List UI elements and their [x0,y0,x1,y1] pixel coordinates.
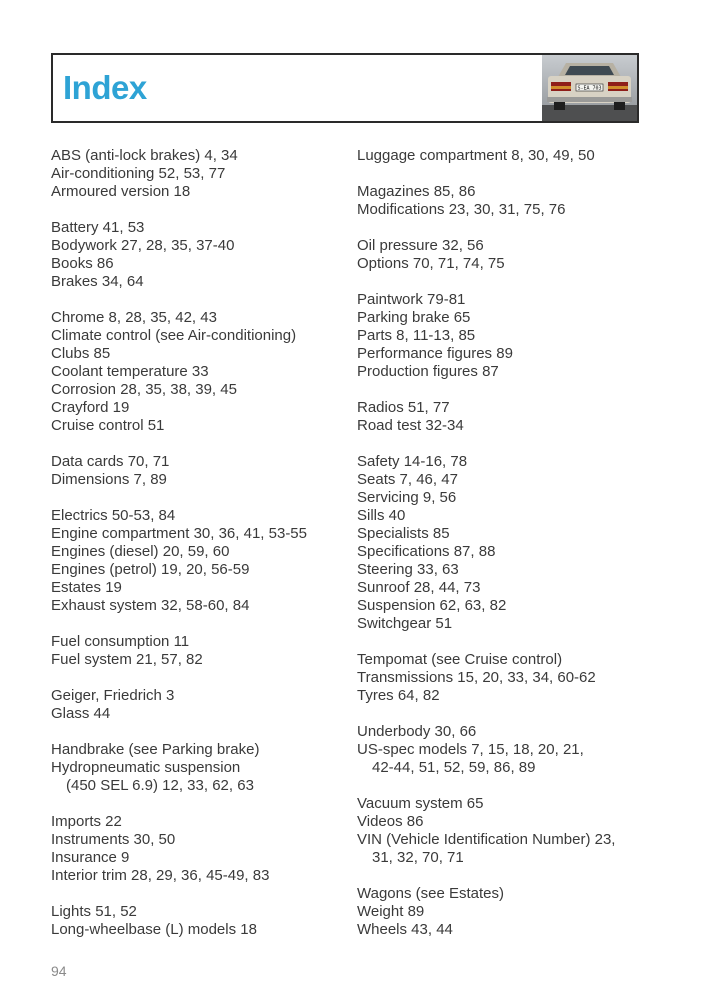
index-entry: Instruments 30, 50 [51,831,176,848]
index-entry: Engines (petrol) 19, 20, 56-59 [51,561,250,578]
index-entry: Dimensions 7, 89 [51,471,167,488]
index-header [51,53,639,123]
index-entry: Climate control (see Air-conditioning) [51,327,297,344]
index-entry: Suspension 62, 63, 82 [357,597,507,614]
index-entry: Parts 8, 11-13, 85 [357,327,476,344]
index-group-b [51,219,351,291]
index-group-a [51,147,351,201]
index-entry: Specifications 87, 88 [357,543,496,560]
index-entry: Servicing 9, 56 [357,489,457,506]
index-entry: Tyres 64, 82 [357,687,440,704]
index-group-l [51,903,351,939]
index-entry: Fuel system 21, 57, 82 [51,651,203,668]
index-entry: Performance figures 89 [357,345,513,362]
continuation-text: (450 SEL 6.9) 12, 33, 62, 63 [66,777,254,794]
index-entry: Tempomat (see Cruise control) [357,651,563,668]
index-entry: Modifications 23, 30, 31, 75, 76 [357,201,566,218]
index-entry: Electrics 50-53, 84 [51,507,176,524]
car-rear-photo [542,55,637,121]
index-entry: Battery 41, 53 [51,219,145,236]
index-entry: Transmissions 15, 20, 33, 34, 60-62 [357,669,596,686]
index-column-left [51,147,351,957]
index-entry: Production figures 87 [357,363,499,380]
index-entry: Seats 7, 46, 47 [357,471,458,488]
index-entry: Air-conditioning 52, 53, 77 [51,165,226,182]
index-entry-continuation [51,777,351,795]
index-entry: Hydropneumatic suspension [51,759,241,776]
index-group-h [51,741,351,795]
index-entry: Wheels 43, 44 [357,921,453,938]
index-entry: Clubs 85 [51,345,111,362]
index-entry: Engine compartment 30, 36, 41, 53-55 [51,525,307,542]
index-entry: Luggage compartment 8, 30, 49, 50 [357,147,595,164]
index-group-d [51,453,351,489]
index-entry: Sunroof 28, 44, 73 [357,579,481,596]
index-entry: Imports 22 [51,813,122,830]
index-entry: Specialists 85 [357,525,450,542]
index-entry: Sills 40 [357,507,406,524]
index-entry: Lights 51, 52 [51,903,137,920]
page-number: 94 [51,963,67,979]
continuation-text: 31, 32, 70, 71 [372,849,464,866]
index-group-r [357,399,657,435]
index-group-w [357,885,657,939]
index-entry: Corrosion 28, 35, 38, 39, 45 [51,381,237,398]
index-entry: Long-wheelbase (L) models 18 [51,921,257,938]
index-entry: Armoured version 18 [51,183,191,200]
index-entry: Handbrake (see Parking brake) [51,741,260,758]
index-group-s [357,453,657,633]
index-entry-continuation [357,759,657,777]
index-entry: Road test 32-34 [357,417,464,434]
index-entry: Books 86 [51,255,114,272]
index-entry: Interior trim 28, 29, 36, 45-49, 83 [51,867,270,884]
index-entry: Videos 86 [357,813,424,830]
index-entry: Steering 33, 63 [357,561,459,578]
index-entry: US-spec models 7, 15, 18, 20, 21, [357,741,584,758]
index-group-t [357,651,657,705]
index-group-v [357,795,657,867]
continuation-text: 42-44, 51, 52, 59, 86, 89 [372,759,536,776]
index-entry: Data cards 70, 71 [51,453,170,470]
index-column-right [357,147,657,957]
index-group-lu [357,147,657,165]
index-entry: Underbody 30, 66 [357,723,477,740]
index-entry: Engines (diesel) 20, 59, 60 [51,543,230,560]
index-entry: Fuel consumption 11 [51,633,190,650]
index-group-g [51,687,351,723]
index-group-c [51,309,351,435]
index-entry: Parking brake 65 [357,309,471,326]
index-group-o [357,237,657,273]
page-title: Index [63,69,147,106]
index-entry: Crayford 19 [51,399,130,416]
index-entry: Oil pressure 32, 56 [357,237,484,254]
index-entry: Magazines 85, 86 [357,183,476,200]
index-entry: Geiger, Friedrich 3 [51,687,175,704]
index-group-p [357,291,657,381]
index-group-e [51,507,351,615]
index-entry: Cruise control 51 [51,417,165,434]
index-entry: Weight 89 [357,903,425,920]
index-entry: Safety 14-16, 78 [357,453,468,470]
index-group-f [51,633,351,669]
index-entry: Estates 19 [51,579,122,596]
license-plate-text: S-EA 703 [577,85,602,92]
index-entry: Radios 51, 77 [357,399,450,416]
index-entry: Glass 44 [51,705,111,722]
index-entry: Coolant temperature 33 [51,363,209,380]
index-entry: VIN (Vehicle Identification Number) 23, [357,831,616,848]
index-group-m [357,183,657,219]
index-entry: Options 70, 71, 74, 75 [357,255,505,272]
index-entry: Paintwork 79-81 [357,291,466,308]
index-entry: Switchgear 51 [357,615,453,632]
index-entry: Bodywork 27, 28, 35, 37-40 [51,237,235,254]
index-group-u [357,723,657,777]
index-entry: Insurance 9 [51,849,130,866]
index-entry: Wagons (see Estates) [357,885,505,902]
index-entry-continuation [357,849,657,867]
index-entry: Exhaust system 32, 58-60, 84 [51,597,250,614]
index-entry: Chrome 8, 28, 35, 42, 43 [51,309,217,326]
index-group-i [51,813,351,885]
index-entry: ABS (anti-lock brakes) 4, 34 [51,147,238,164]
index-entry: Vacuum system 65 [357,795,484,812]
index-entry: Brakes 34, 64 [51,273,144,290]
